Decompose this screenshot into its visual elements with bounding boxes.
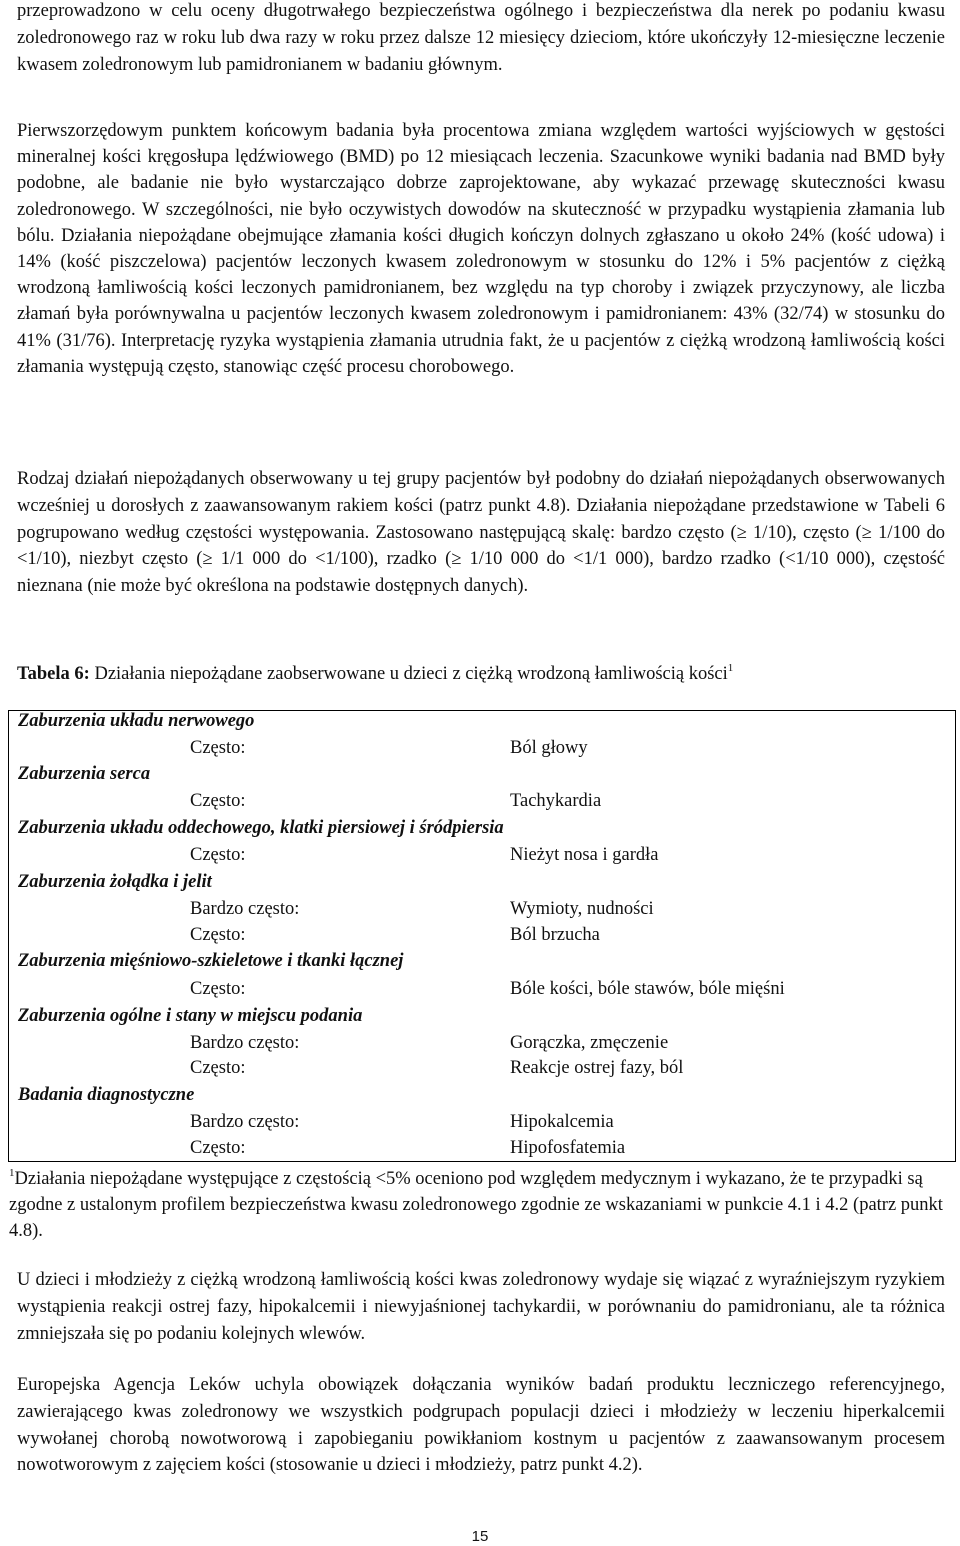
soc-general-disorders: Zaburzenia ogólne i stany w miejscu podania	[18, 1006, 363, 1026]
frequency-label: Często:	[190, 845, 246, 865]
frequency-label: Bardzo często:	[190, 899, 300, 919]
paragraph-ema-waiver: Europejska Agencja Leków uchyla obowiązek dołączania wyników badań produktu leczniczego referencyjnego, zawierającego kwas zoledronowy we wszystkich podgrupach populacji dzieci i młodzieży w leczeniu hiperkalcemii wywołanej chorobą nowotworową i zapobieganiu powikłaniom kostnym u pacjentów z zaawansowanym procesem nowotworowym z zajęciem kości (stosowanie u dzieci i młodzieży, patrz punkt 4.2).	[17, 1375, 945, 1476]
adverse-reaction-term: Wymioty, nudności	[510, 899, 654, 919]
adverse-reaction-term: Hipokalcemia	[510, 1112, 614, 1132]
frequency-label: Często:	[190, 738, 246, 758]
frequency-label: Często:	[190, 925, 246, 945]
table-caption	[17, 655, 945, 687]
frequency-label: Często:	[190, 791, 246, 811]
frequency-label: Często:	[190, 1058, 246, 1078]
adverse-reaction-term: Reakcje ostrej fazy, ból	[510, 1058, 684, 1078]
adverse-reaction-term: Ból brzucha	[510, 925, 600, 945]
adverse-reaction-term: Ból głowy	[510, 738, 588, 758]
table-caption-footnote-mark: 1	[727, 662, 734, 674]
frequency-label: Często:	[190, 1138, 246, 1158]
table-footnote	[9, 1160, 944, 1244]
adverse-reaction-term: Bóle kości, bóle stawów, bóle mięśni	[510, 979, 785, 999]
soc-gastrointestinal: Zaburzenia żołądka i jelit	[18, 872, 212, 892]
adverse-reaction-term: Gorączka, zmęczenie	[510, 1033, 669, 1053]
soc-respiratory: Zaburzenia układu oddechowego, klatki piersiowej i śródpiersia	[18, 818, 504, 838]
frequency-label: Bardzo często:	[190, 1112, 300, 1132]
soc-cardiac: Zaburzenia serca	[18, 764, 151, 784]
adverse-reaction-term: Nieżyt nosa i gardła	[510, 845, 659, 865]
page-number: 15	[471, 1528, 489, 1545]
adverse-reactions-table	[8, 710, 956, 1162]
table-caption-label: Tabela 6:	[17, 664, 90, 684]
frequency-label: Bardzo często:	[190, 1033, 300, 1053]
paragraph-primary-endpoint: Pierwszorzędowym punktem końcowym badania była procentowa zmiana względem wartości wyjściowych w gęstości mineralnej kości kręgosłupa lędźwiowego (BMD) po 12 miesiącach leczenia. Szacunkowe wyniki badania nad BMD były podobne, ale badanie nie było wystarczająco dobrze zaprojektowane, aby wykazać przewagę skuteczności kwasu zoledronowego. W szczególności, nie było oczywistych dowodów na skuteczność w przypadku wystąpienia złamania lub bólu. Działania niepożądane obejmujące złamania kości długich kończyn dolnych zgłaszano u około 24% (kość udowa) i 14% (kość piszczelowa) pacjentów leczonych kwasem zoledronowym w stosunku do 12% i 5% pacjentów z ciężką wrodzoną łamliwością kości leczonych pamidronianem, bez względu na typ choroby i związek przyczynowy, ale liczba złamań była porównywalna u pacjentów leczonych kwasem zoledronowym i pamidronianem: 43% (32/74) w stosunku do 41% (31/76). Interpretację ryzyka wystąpienia złamania utrudnia fakt, że u pacjentów z ciężką wrodzoną łamliwością kości złamania występują często, stanowiąc część procesu chorobowego.	[17, 121, 945, 377]
table-caption-text: Działania niepożądane zaobserwowane u dzieci z ciężką wrodzoną łamliwością kości	[89, 664, 728, 684]
soc-nervous-system: Zaburzenia układu nerwowego	[18, 711, 255, 731]
adverse-reaction-term: Hipofosfatemia	[510, 1138, 626, 1158]
soc-investigations: Badania diagnostyczne	[18, 1085, 195, 1105]
footnote-mark: 1	[9, 1167, 15, 1179]
paragraph-pediatric-risk: U dzieci i młodzieży z ciężką wrodzoną łamliwością kości kwas zoledronowy wydaje się wiązać z wyraźniejszym ryzykiem wystąpienia reakcji ostrej fazy, hipokalcemii i niewyjaśnionej tachykardii, w porównaniu do pamidronianu, ale ta różnica zmniejszała się po podaniu kolejnych wlewów.	[17, 1270, 945, 1344]
adverse-reaction-term: Tachykardia	[510, 791, 602, 811]
footnote-text: Działania niepożądane występujące z częstością <5% oceniono pod względem medycznym i wykazano, że te przypadki są zgodne z ustalonym profilem bezpieczeństwa kwasu zoledronowego zgodnie ze wskazaniami w punkcie 4.1 i 4.2 (patrz punkt 4.8).	[9, 1169, 943, 1241]
soc-musculoskeletal: Zaburzenia mięśniowo-szkieletowe i tkanki łącznej	[18, 951, 404, 971]
frequency-label: Często:	[190, 979, 246, 999]
paragraph-study-extension: przeprowadzono w celu oceny długotrwałego bezpieczeństwa ogólnego i bezpieczeństwa dla nerek po podaniu kwasu zoledronowego raz w roku lub dwa razy w roku przez dalsze 12 miesięcy dzieciom, które ukończyły 12-miesięczne leczenie kwasem zoledronowym lub pamidronianem w badaniu głównym.	[17, 1, 945, 75]
paragraph-adverse-reactions-intro: Rodzaj działań niepożądanych obserwowany u tej grupy pacjentów był podobny do działań niepożądanych obserwowanych wcześniej u dorosłych z zaawansowanym rakiem kości (patrz punkt 4.8). Działania niepożądane przedstawione w Tabeli 6 pogrupowano według częstości występowania. Zastosowano następującą skalę: bardzo często (≥ 1/10), często (≥ 1/100 do <1/10), niezbyt często (≥ 1/1 000 do <1/100), rzadko (≥ 1/10 000 do <1/1 000), bardzo rzadko (<1/10 000), częstość nieznana (nie może być określona na podstawie dostępnych danych).	[17, 469, 945, 597]
